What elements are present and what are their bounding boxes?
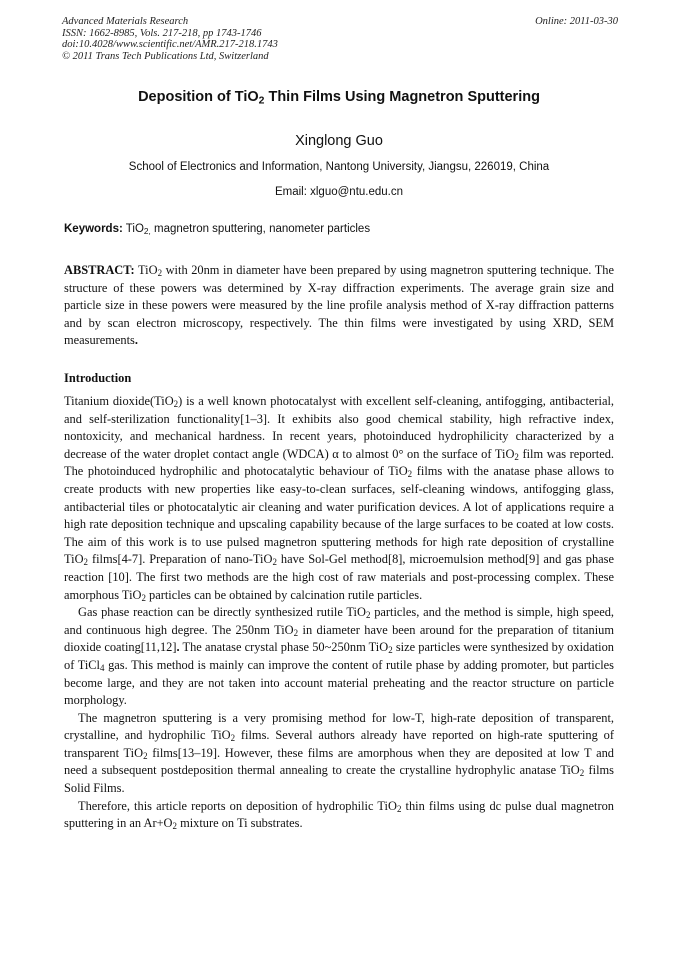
keywords: Keywords: TiO$_{2,}$ magnetron sputtering, nanometer particles xyxy=(64,223,371,237)
paragraph: The magnetron sputtering is a very promising method for low-T, high-rate deposition of transparent, crystalline, and hydrophilic TiO$_2$ films. Several authors already have reported on high-rate sputtering of transparent TiO$_2$ films[13–19]. However, these films are amorphous when they are deposited at low T and need a subsequent postdeposition thermal annealing to create the crystalline hydrophylic anatase TiO$_2$ films Solid Films. xyxy=(64,710,615,796)
journal-name: Advanced Materials Research xyxy=(62,16,189,27)
paragraph: Titanium dioxide(TiO$_2$) is a well known photocatalyst with excellent self-cleaning, antifogging, antibacterial, and self-sterilization functionality[1–3]. It exhibits also good chemical stability, high refractive index, nontoxicity, and mechanical hardness. In recent years, photoinduced hydrophilicity characterized by a decrease of the water droplet contact angle (WDCA) α to almost 0° on the surface of TiO$_2$ film was reported. The photoinduced hydrophilic and photocatalytic behaviour of TiO$_2$ films with the anatase phase allows to create products with new properties like easy-to-clean surfaces, self-cleaning windows, antifogging glass, antibacterial tiles or photocatalytic air cleaning and water purification devices. A lot of applications require a high rate deposition technique and upscaling capability because of the large surfaces to be coated at low costs. The aim of this work is to use pulsed magnetron sputtering methods for high rate deposition of crystalline TiO$_2$ films[4-7]. Preparation of nano-TiO$_2$ have Sol-Gel method[8], microemulsion method[9] and gas phase reaction [10]. The first two methods are the high cost of raw materials and post-processing complex. These amorphous TiO$_2$ particles can be obtained by calcination rutile particles. xyxy=(64,394,615,603)
abstract: ABSTRACT: TiO$_2$ with 20nm in diameter have been prepared by using magnetron sputtering technique. The structure of these powers was determined by X-ray diffraction experiments. The average grain size and particle size in these powers were measured by the line profile analysis method of X-ray diffraction patterns and by scan electron microscopy, respectively. The thin films were investigated by using XRD, SEM measurements. xyxy=(64,263,614,348)
paragraph: Therefore, this article reports on deposition of hydrophilic TiO$_2$ thin films using dc pulse dual magnetron sputtering in an $Ar+O_2$ mixture on Ti substrates. xyxy=(64,798,615,832)
keywords-label: Keywords: xyxy=(64,223,123,235)
author-affiliation: School of Electronics and Information, Nantong University, Jiangsu, 226019, China xyxy=(128,161,550,173)
journal-doi: doi:10.4028/www.scientific.net/AMR.217-218.1743 xyxy=(62,39,278,50)
section-heading-introduction: Introduction xyxy=(64,371,132,385)
online-date: Online: 2011-03-30 xyxy=(535,16,618,27)
introduction-body xyxy=(64,393,614,833)
journal-issn: ISSN: 1662-8985, Vols. 217-218, pp 1743-1746 xyxy=(62,27,262,39)
author-email: Email: xlguo@ntu.edu.cn xyxy=(274,186,404,198)
author-name: Xinglong Guo xyxy=(295,133,383,149)
journal-copyright: © 2011 Trans Tech Publications Ltd, Switzerland xyxy=(62,50,269,62)
journal-header xyxy=(62,16,618,62)
abstract-label: ABSTRACT: xyxy=(64,263,135,277)
paragraph: Gas phase reaction can be directly synthesized rutile TiO$_2$ particles, and the method is simple, high speed, and continuous high degree. The 250nm TiO$_2$ in diameter have been around for the preparation of titanium dioxide coating[11,12]. The anatase crystal phase 50~250nm TiO$_2$ size particles were synthesized by oxidation of TiCl$_4$ gas. This method is mainly can improve the content of rutile phase by adding promoter, but particles become large, and they are not taken into account material preheating and the reactor structure on particle morphology. xyxy=(64,605,615,708)
paper-title: Deposition of TiO$_2$ Thin Films Using Magnetron Sputtering xyxy=(138,89,540,107)
